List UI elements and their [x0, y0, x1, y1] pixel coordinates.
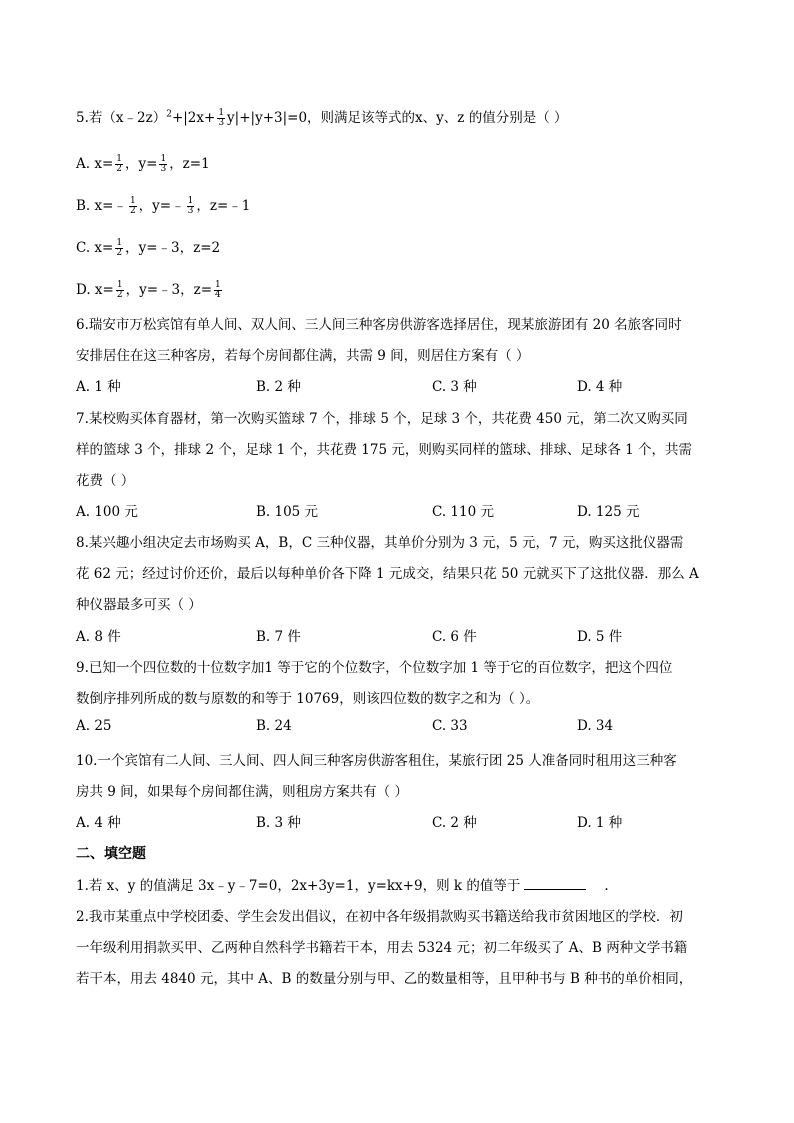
q10-option-b: B. 3 种: [256, 815, 301, 831]
section-title-fill-in: 二、填空题: [76, 846, 146, 862]
opt-text: ，y=﹣3，z=: [125, 282, 213, 298]
fill1-period: .: [604, 878, 609, 894]
q5-option-a: [76, 152, 210, 174]
fill1-text: 1.若 x、y 的值满足 3x﹣y﹣7=0，2x+3y=1，y=kx+9，则 k 的值等于: [76, 878, 521, 894]
q10-line2: 房共 9 间，如果每个房间都住满，则租房方案共有（ ）: [76, 784, 408, 800]
q6-option-c: C. 3 种: [432, 379, 477, 395]
q5-option-d: [76, 278, 224, 300]
q9-line2: 数倒序排列所成的数与原数的和等于 10769，则该四位数的数字之和为（ ）。: [76, 691, 540, 707]
q8-line1: 8.某兴趣小组决定去市场购买 A，B，C 三种仪器，其单价分别为 3 元，5 元，7 元，购买这批仪器需: [76, 535, 684, 551]
opt-text: ，y=: [125, 156, 158, 172]
q10-option-d: D. 1 种: [577, 815, 623, 831]
q8-line3: 种仪器最多可买（ ）: [76, 597, 202, 613]
frac-den: 4: [215, 290, 221, 300]
q5-stem-text-b: +|2x+: [171, 110, 216, 126]
opt-text: C. x=: [76, 240, 114, 256]
fill2-line3: 若干本，用去 4840 元，其中 A、B 的数量分别与甲、乙的数量相等，且甲种书与 B 种书的单价相同，: [76, 971, 693, 987]
q5-frac-den: 3: [218, 118, 225, 128]
q9-option-b: B. 24: [256, 718, 292, 734]
q8-option-b: B. 7 件: [256, 629, 301, 645]
q5-frac-num: 1: [218, 108, 225, 118]
q7-option-a: A. 100 元: [76, 504, 138, 520]
q9-line1: 9.已知一个四位数的十位数字加1 等于它的个位数字，个位数字加 1 等于它的百位数字，把这个四位: [76, 660, 673, 676]
q8-option-d: D. 5 件: [577, 629, 623, 645]
q8-option-c: C. 6 件: [432, 629, 477, 645]
frac-den: 3: [160, 164, 167, 174]
frac-den: 2: [116, 290, 123, 300]
opt-text: ，y=﹣3，z=2: [125, 240, 221, 256]
q7-line1: 7.某校购买体育器材，第一次购买篮球 7 个，排球 5 个，足球 3 个，共花费 450 元，第二次又购买同: [76, 411, 688, 427]
q9-option-c: C. 33: [432, 718, 468, 734]
q5-fraction: [217, 109, 225, 128]
q9-option-d: D. 34: [577, 718, 614, 734]
fill1: [76, 874, 609, 894]
fill2-line1: 2.我市某重点中学校团委、学生会发出倡议，在初中各年级捐款购买书籍送给我市贫困地区的学校．初: [76, 909, 683, 925]
q5-option-b: [76, 194, 250, 216]
q6-option-b: B. 2 种: [256, 379, 301, 395]
fraction: [115, 155, 123, 174]
fill2-line2: 一年级利用捐款买甲、乙两种自然科学书籍若干本，用去 5324 元；初二年级买了 A、B 两种文学书籍: [76, 940, 688, 956]
q9-option-a: A. 25: [76, 718, 112, 734]
q5-exponent: 2: [166, 109, 172, 120]
q8-option-a: A. 8 件: [76, 629, 121, 645]
frac-den: 3: [187, 206, 194, 216]
fraction: [214, 281, 222, 300]
frac-num: 1: [187, 196, 194, 206]
frac-den: 2: [116, 164, 122, 174]
q5-stem-text-a: 5.若（x﹣2z）: [76, 110, 167, 126]
q10-option-c: C. 2 种: [432, 815, 477, 831]
fraction: [115, 239, 123, 258]
frac-num: 1: [129, 196, 136, 206]
fill1-blank[interactable]: [524, 877, 586, 890]
q6-line2: 安排居住在这三种客房，若每个房间都住满，共需 9 间，则居住方案有（ ）: [76, 348, 530, 364]
q7-option-d: D. 125 元: [577, 504, 640, 520]
q7-option-c: C. 110 元: [432, 504, 494, 520]
q5-stem: [76, 106, 568, 128]
opt-text: A. x=: [76, 156, 114, 172]
frac-num: 1: [116, 280, 123, 290]
fraction: [159, 155, 167, 174]
q8-line2: 花 62 元；经过讨价还价，最后以每种单价各下降 1 元成交，结果只花 50 元就买下了这批仪器．那么 A: [76, 566, 699, 582]
frac-num: 1: [215, 280, 221, 290]
q7-line3: 花费（ ）: [76, 473, 135, 489]
q5-option-c: [76, 236, 220, 258]
frac-den: 2: [129, 206, 136, 216]
opt-text: ，y=﹣: [138, 198, 185, 214]
q7-line2: 样的篮球 3 个，排球 2 个，足球 1 个，共花费 175 元，则购买同样的篮球、排球、足球各 1 个，共需: [76, 442, 693, 458]
frac-den: 2: [116, 248, 123, 258]
q6-option-d: D. 4 种: [577, 379, 623, 395]
frac-num: 1: [116, 238, 123, 248]
frac-num: 1: [160, 154, 167, 164]
fraction: [129, 197, 137, 216]
q10-line1: 10.一个宾馆有二人间、三人间、四人间三种客房供游客租住，某旅行团 25 人准备同时租用这三种客: [76, 753, 677, 769]
fraction: [116, 281, 124, 300]
q6-line1: 6.瑞安市万松宾馆有单人间、双人间、三人间三种客房供游客选择居住，现某旅游团有 20 名旅客同时: [76, 317, 682, 333]
fraction: [187, 197, 195, 216]
q10-option-a: A. 4 种: [76, 815, 121, 831]
q5-stem-text-c: y|+|y+3|=0，则满足该等式的x、y、z 的值分别是（ ）: [227, 110, 568, 126]
opt-text: ，z=1: [169, 156, 210, 172]
opt-text: B. x=﹣: [76, 198, 127, 214]
opt-text: ，z=﹣1: [196, 198, 251, 214]
q6-option-a: A. 1 种: [76, 379, 121, 395]
opt-text: D. x=: [76, 282, 114, 298]
q7-option-b: B. 105 元: [256, 504, 319, 520]
frac-num: 1: [116, 154, 122, 164]
